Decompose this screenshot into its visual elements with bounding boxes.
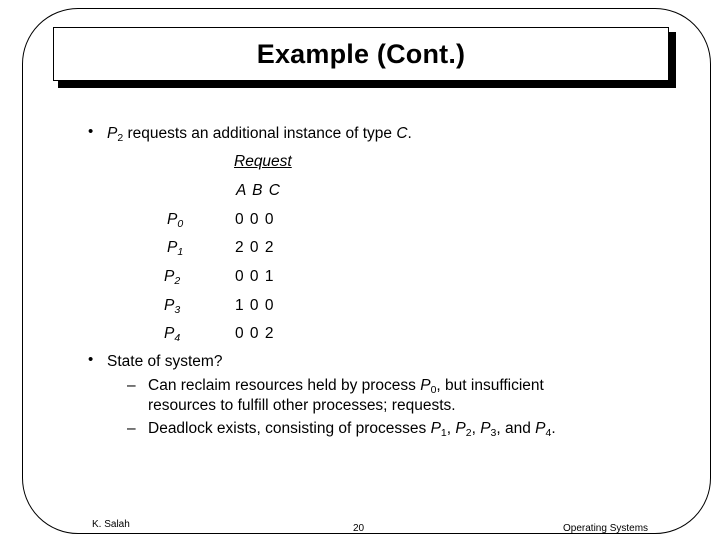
table-row-values: 0 0 0 — [235, 211, 275, 228]
footer-page-number: 20 — [353, 523, 365, 534]
slide-title: Example (Cont.) — [256, 38, 466, 69]
table-row-label: $P_3$ — [164, 297, 181, 316]
table-row-values: 2 0 2 — [235, 239, 275, 256]
dash-1-continuation: resources to fulfill other processes; requests. — [148, 397, 456, 414]
footer-author: K. Salah — [92, 519, 130, 530]
bullet-2-text: State of system? — [107, 353, 223, 370]
table-row-values: 0 0 1 — [235, 268, 275, 285]
table-columns: A B C — [236, 182, 281, 199]
title-box — [53, 27, 669, 81]
table-row-label: $P_1$ — [167, 239, 184, 258]
dash-marker-1: – — [127, 377, 136, 394]
bullet-dot-2: • — [88, 351, 94, 368]
table-row-values: 1 0 0 — [235, 297, 275, 314]
table-header: Request — [234, 153, 292, 170]
table-row-label: $P_4$ — [164, 325, 181, 344]
table-row-label: $P_0$ — [167, 211, 184, 230]
dash-marker-2: – — [127, 420, 136, 437]
bullet-dot-1: • — [88, 123, 94, 140]
table-row-label: $P_2$ — [164, 268, 181, 287]
bullet-1-text: $P_2$ requests an additional instance of type C. — [107, 125, 412, 144]
dash-1-text: Can reclaim resources held by process $P_0$, but insufficient — [148, 377, 544, 396]
dash-2-text: Deadlock exists, consisting of processes $P_1$, $P_2$, $P_3$, and $P_4$. — [148, 420, 556, 439]
footer-course: Operating Systems — [563, 523, 649, 534]
table-row-values: 0 0 2 — [235, 325, 275, 342]
